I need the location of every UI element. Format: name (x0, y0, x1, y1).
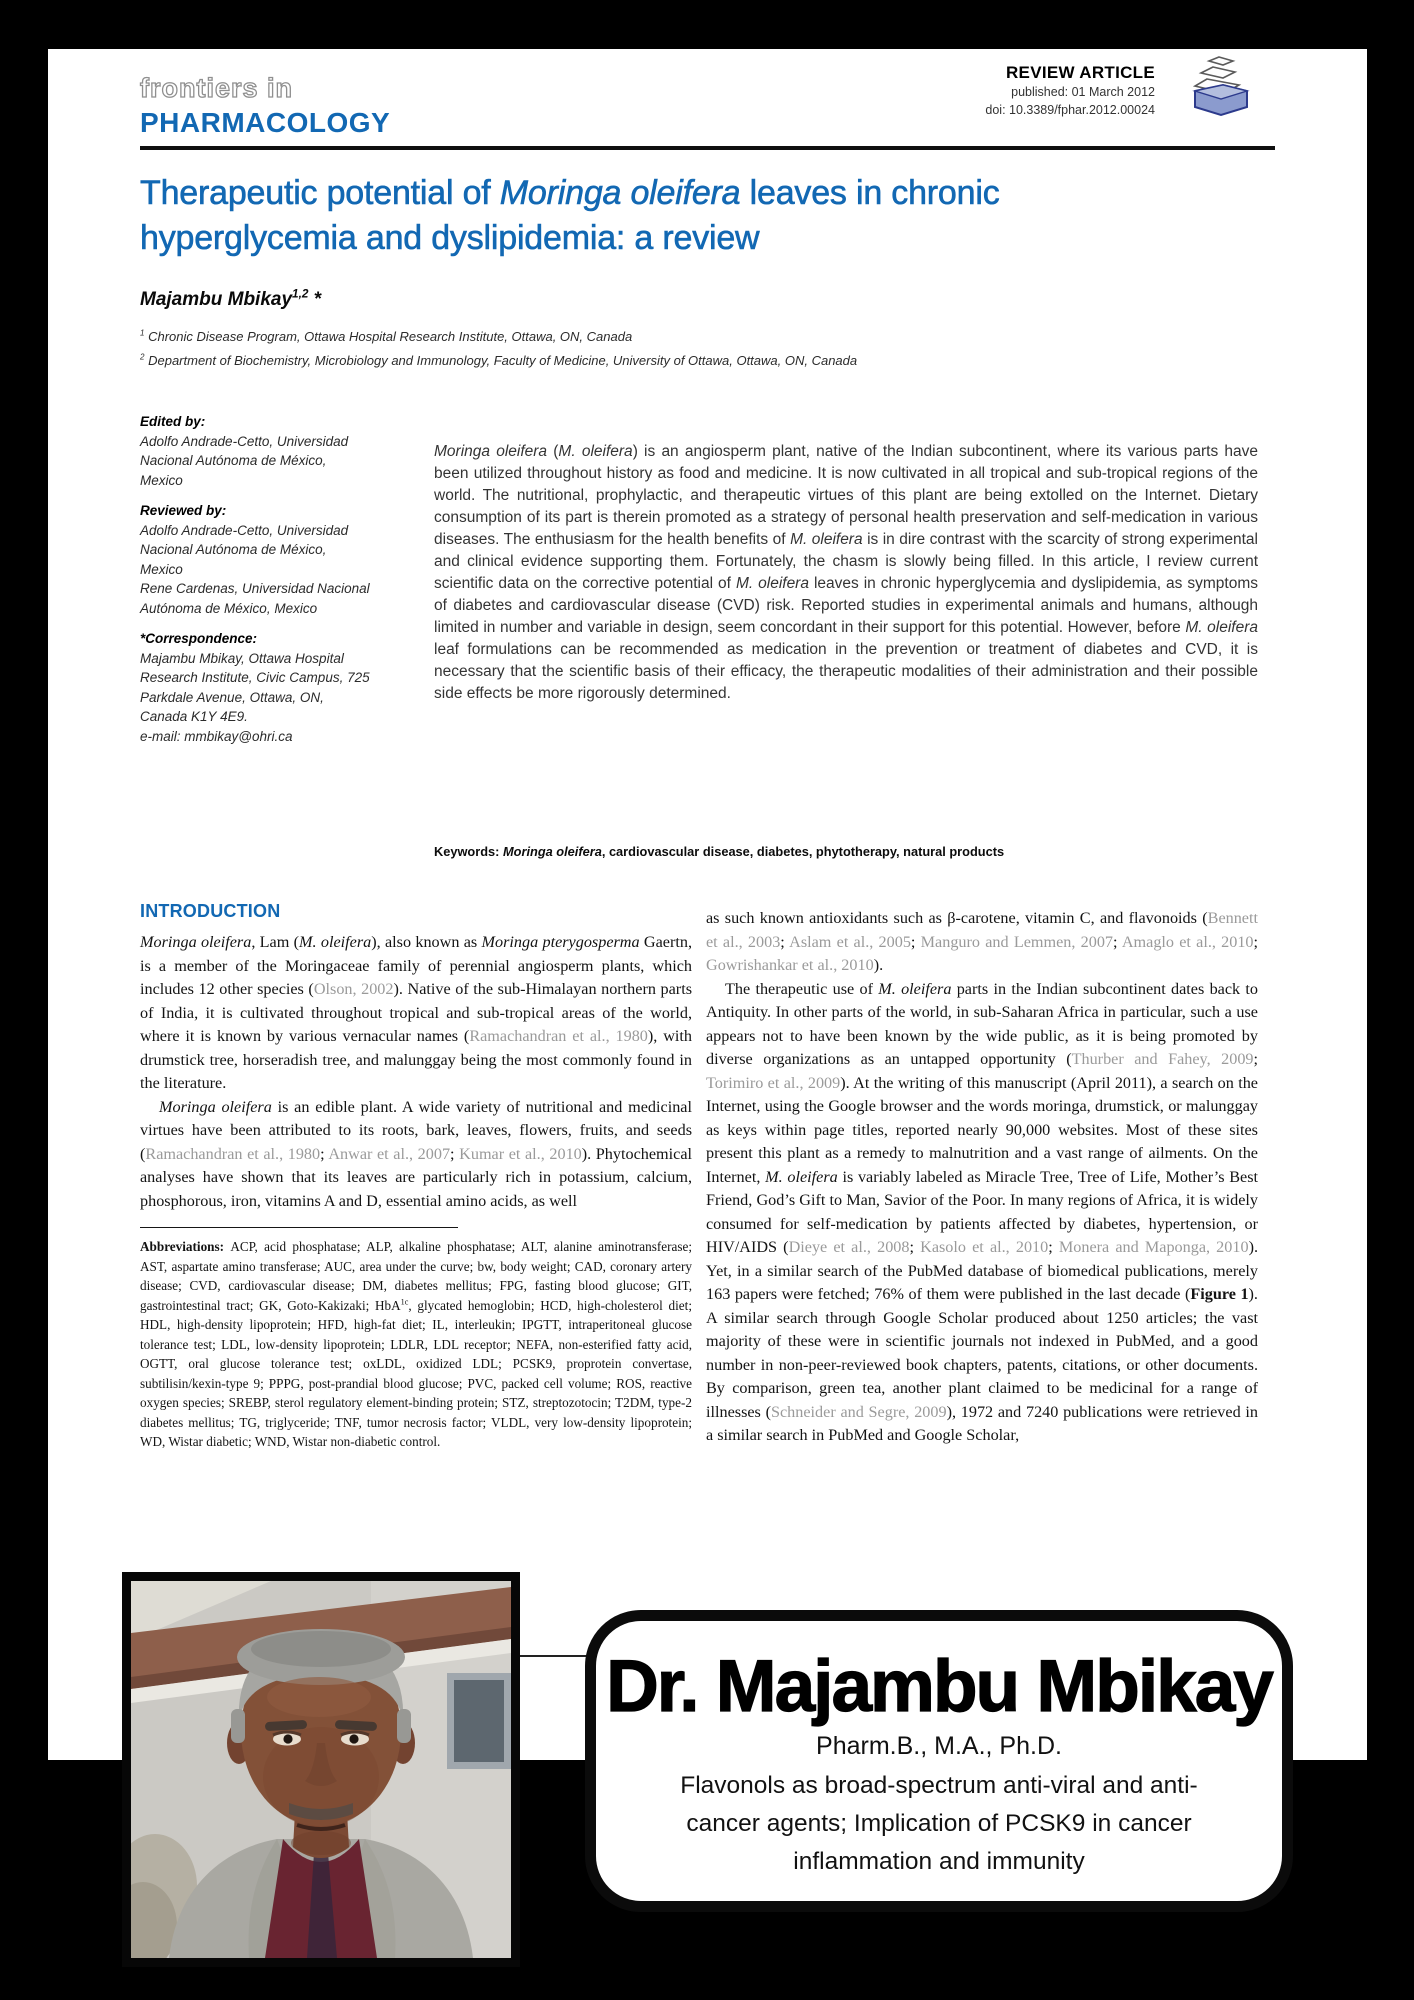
journal-logo-name: PHARMACOLOGY (140, 107, 391, 138)
published-date: published: 01 March 2012 (1011, 85, 1155, 100)
edited-by-label: Edited by: (140, 414, 206, 429)
article-meta (648, 62, 1155, 119)
title-line-1: Therapeutic potential of Moringa oleifera leaves in chronic (140, 174, 1000, 212)
left-column (140, 901, 692, 1452)
author-line: Majambu Mbikay$^{1,2}$ * (140, 287, 322, 310)
header-rule (140, 146, 1275, 150)
profile-description: Flavonols as broad-spectrum anti-viral and anti-cancer agents; Implication of PCSK9 in cancer inflammation and immunity (680, 1772, 1198, 1875)
abstract: Moringa oleifera (M. oleifera) is an angiosperm plant, native of the Indian subcontinent, where its various parts have been utilized throughout history as food and medicine. It is now cultivated in all tropical and sub-tropical regions of the world. The nutritional, prophylactic, and therapeutic virtues of this plant are being extolled on the Internet. Dietary consumption of its part is therein promoted as a strategy of personal health preservation and self-medication in various diseases. The enthusiasm for the health benefits of M. oleifera is in dire contrast with the scarcity of strong experimental and clinical evidence supporting them. Fortunately, the chasm is slowly being filled. In this article, I review current scientific data on the corrective potential of M. oleifera leaves in chronic hyperglycemia and dyslipidemia, as symptoms of diabetes and cardiovascular disease (CVD) risk. Reported studies in experimental animals and humans, although limited in number and variable in design, seem concordant in their support for this potential. However, before M. oleifera leaf formulations can be recommended as medication in the prevention or treatment of diabetes and CVD, it is necessary that the scientific basis of their efficacy, the therapeutic modalities of their administration and their possible side effects be more rigorously determined. (434, 443, 1258, 702)
correspondence-block (140, 629, 440, 746)
journal-logo (140, 75, 390, 137)
intro-paragraph-1: Moringa oleifera, Lam (M. oleifera), also known as Moringa pterygosperma Gaertn, is a member of the Moringaceae family of perennial angiosperm plants, which includes 12 other species (Olson, 2002). Native of the sub-Himalayan northern parts of India, it is cultivated throughout tropical and sub-tropical areas of the world, where it is known by various vernacular names (Ramachandran et al., 1980), with drumstick tree, horseradish tree, and malunggay being the most commonly found in the literature. (140, 933, 692, 1092)
article-title (140, 171, 1200, 261)
footnote-rule (140, 1227, 458, 1228)
reviewed-by-block (140, 501, 440, 618)
reviewed-by-text: Adolfo Andrade-Cetto, Universidad Nacional Autónoma de México, Mexico Rene Cardenas, Universidad Nacional Autónoma de México, Mexico (140, 522, 370, 616)
right-paragraph-2: The therapeutic use of M. oleifera parts in the Indian subcontinent dates back to Antiquity. In other parts of the world, in sub-Saharan Africa in particular, such a use appears not to have been known by the wide public, as it is being promoted by diverse organizations as an untapped opportunity (Thurber and Fahey, 2009; Torimiro et al., 2009). At the writing of this manuscript (April 2011), a search on the Internet, using the Google browser and the words moringa, drumstick, or malunggay as keys within page titles, reported nearly 90,000 websites. Most of these sites present this plant as a remedy to malnutrition and a vast range of ailments. On the Internet, M. oleifera is variably labeled as Miracle Tree, Tree of Life, Mother’s Best Friend, God’s Gift to Man, Savior of the Poor. In many regions of Africa, it is widely consumed for self-medication by patients affected by diabetes, hypertension, or HIV/AIDS (Dieye et al., 2008; Kasolo et al., 2010; Monera and Maponga, 2010). Yet, in a similar search of the PubMed database of biomedical publications, merely 163 papers were fetched; 76% of them were published in the last decade (Figure 1). A similar search through Google Scholar produced about 1250 articles; the vast majority of these were in scientific journals not indexed in PubMed, and a good number in non-peer-reviewed book chapters, patents, citations, or other documents. By comparison, green tea, another plant claimed to be medicinal for a range of illnesses (Schneider and Segre, 2009), 1972 and 7240 publications were retrieved in a similar search in PubMed and Google Scholar, (706, 979, 1259, 1444)
affiliation-1: $^1$ Chronic Disease Program, Ottawa Hospital Research Institute, Ottawa, ON, Canada (140, 328, 633, 344)
portrait-photo (122, 1572, 520, 1967)
keywords-line: Keywords: Moringa oleifera, cardiovascular disease, diabetes, phytotherapy, natural products (434, 844, 1005, 859)
profile-degrees: Pharm.B., M.A., Ph.D. (816, 1732, 1062, 1760)
journal-logo-top: frontiers in (140, 73, 294, 103)
article-type-label: REVIEW ARTICLE (1005, 63, 1155, 82)
portrait-illustration (131, 1581, 511, 1958)
right-paragraph-1: as such known antioxidants such as β-carotene, vitamin C, and flavonoids (Bennett et al., 2003; Aslam et al., 2005; Manguro and Lemmen, 2007; Amaglo et al., 2010; Gowrishankar et al., 2010). (706, 909, 1259, 974)
correspondence-text: Majambu Mbikay, Ottawa Hospital Research Institute, Civic Campus, 725 Parkdale Avenue, Ottawa, ON, Canada K1Y 4E9. e-mail: mmbikay@ohri.ca (140, 650, 370, 744)
doi: doi: 10.3389/fphar.2012.00024 (985, 102, 1155, 117)
abbreviations-note: Abbreviations: ACP, acid phosphatase; ALP, alkaline phosphatase; ALT, alanine aminotransferase; AST, aspartate amino transferase; AUC, area under the curve; bw, body weight; CAD, coronary artery disease; CVD, cardiovascular disease; DM, diabetes mellitus; FPG, fasting blood glucose; GIT, gastrointestinal tract; GK, Goto-Kakizaki; HbA$^{1c}$, glycated hemoglobin; HCD, high-cholesterol diet; HDL, high-density lipoprotein; HFD, high-fat diet; IL, interleukin; IPGTT, intraperitoneal glucose tolerance test; LDL, low-density lipoprotein; LDLR, LDL receptor; NEFA, non-esterified fatty acid, OGTT, oral glucose tolerance test; oxLDL, oxidized LDL; PCSK9, proprotein convertase, subtilisin/kexin-type 9; PPPG, post-prandial blood glucose; PVC, packed cell volume; ROS, reactive oxygen species; SREBP, sterol regulatory element-binding protein; STZ, streptozotocin; T2DM, type-2 diabetes mellitus; TG, triglyceride; TNF, tumor necrosis factor; VLDL, very low-density lipoprotein; WD, Wistar diabetic; WND, Wistar non-diabetic control. (140, 1239, 692, 1449)
affiliations (140, 325, 857, 373)
edited-by-text: Adolfo Andrade-Cetto, Universidad Nacional Autónoma de México, Mexico (140, 433, 349, 488)
profile-card (585, 1610, 1293, 1912)
reviewed-by-label: Reviewed by: (140, 503, 227, 518)
editor-sidebar (140, 412, 440, 757)
affiliation-2: $^2$ Department of Biochemistry, Microbiology and Immunology, Faculty of Medicine, University of Ottawa, Ottawa, ON, Canada (140, 352, 858, 368)
correspondence-label: *Correspondence: (140, 631, 258, 646)
profile-name: Dr. Majambu Mbikay (606, 1646, 1272, 1727)
title-line-2: hyperglycemia and dyslipidemia: a review (140, 219, 760, 257)
frontiers-stacked-boxes-icon (1189, 55, 1253, 121)
edited-by-block (140, 412, 440, 490)
paper-page (48, 49, 1367, 1760)
intro-heading: INTRODUCTION (140, 901, 281, 921)
intro-paragraph-2: Moringa oleifera is an edible plant. A wide variety of nutritional and medicinal virtues have been attributed to its roots, bark, leaves, flowers, fruits, and seeds (Ramachandran et al., 1980; Anwar et al., 2007; Kumar et al., 2010). Phytochemical analyses have shown that its leaves are particularly rich in potassium, calcium, phosphorous, iron, vitamins A and D, essential amino acids, as well (140, 1097, 693, 1210)
right-column (706, 907, 1258, 1448)
